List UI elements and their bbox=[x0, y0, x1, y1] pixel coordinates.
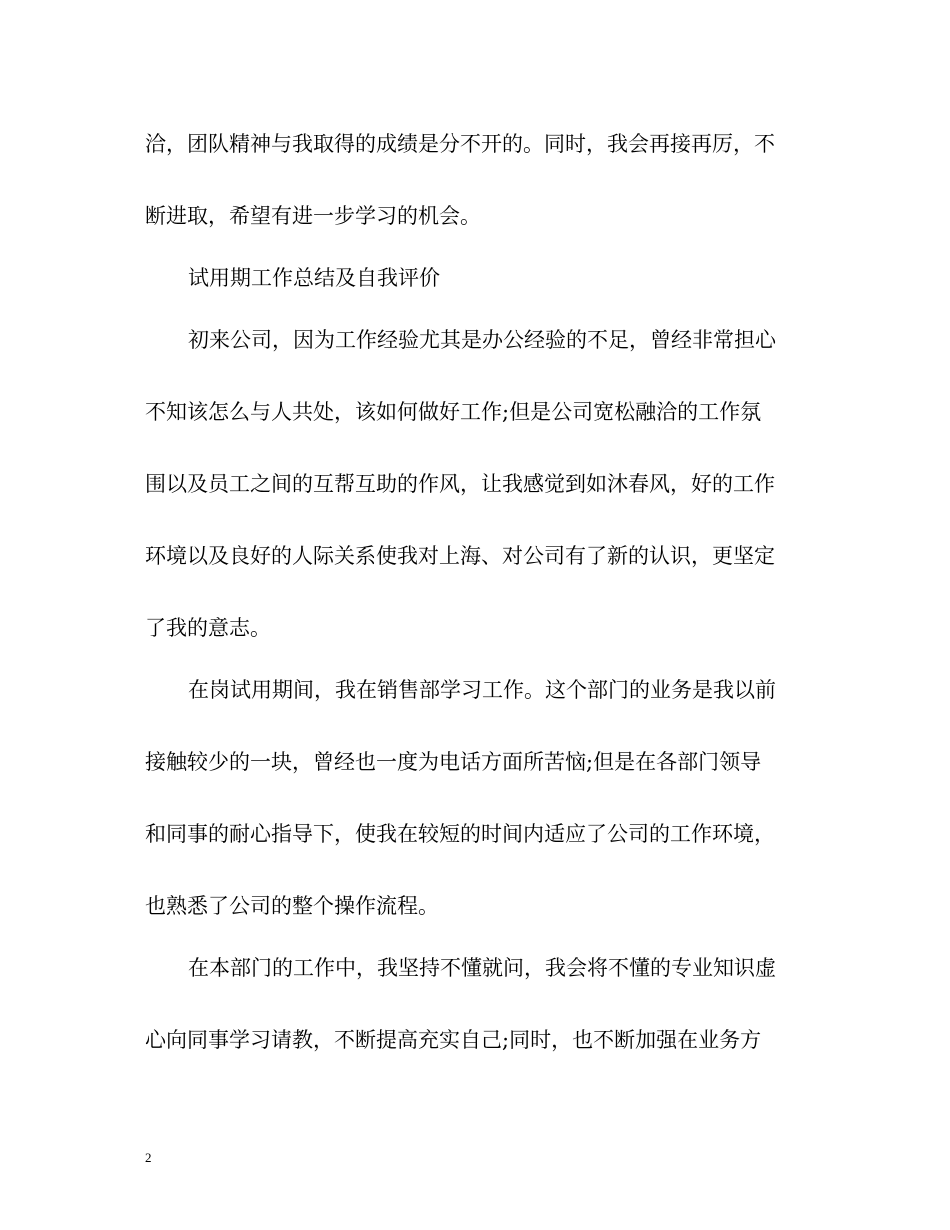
text-line: 断进取，希望有进一步学习的机会。 bbox=[145, 204, 481, 228]
text-line: 心向同事学习请教，不断提高充实自己;同时，也不断加强在业务方 bbox=[145, 1028, 762, 1052]
text-line: 和同事的耐心指导下，使我在较短的时间内适应了公司的工作环境， bbox=[145, 822, 775, 846]
text-line: 洽，团队精神与我取得的成绩是分不开的。同时，我会再接再厉，不 bbox=[145, 132, 775, 156]
text-line: 接触较少的一块，曾经也一度为电话方面所苦恼;但是在各部门领导 bbox=[145, 750, 762, 774]
text-line: 也熟悉了公司的整个操作流程。 bbox=[145, 894, 439, 918]
text-line: 在岗试用期间，我在销售部学习工作。这个部门的业务是我以前 bbox=[188, 678, 776, 702]
page-number: 2 bbox=[145, 1150, 152, 1165]
text-line: 环境以及良好的人际关系使我对上海、对公司有了新的认识，更坚定 bbox=[145, 544, 775, 568]
text-line: 不知该怎么与人共处，该如何做好工作;但是公司宽松融洽的工作氛 bbox=[145, 400, 762, 424]
section-heading: 试用期工作总结及自我评价 bbox=[188, 266, 440, 290]
text-line: 初来公司，因为工作经验尤其是办公经验的不足，曾经非常担心 bbox=[188, 328, 776, 352]
text-line: 了我的意志。 bbox=[145, 616, 271, 640]
text-line: 在本部门的工作中，我坚持不懂就问，我会将不懂的专业知识虚 bbox=[188, 956, 776, 980]
text-line: 围以及员工之间的互帮互助的作风，让我感觉到如沐春风，好的工作 bbox=[145, 472, 775, 496]
